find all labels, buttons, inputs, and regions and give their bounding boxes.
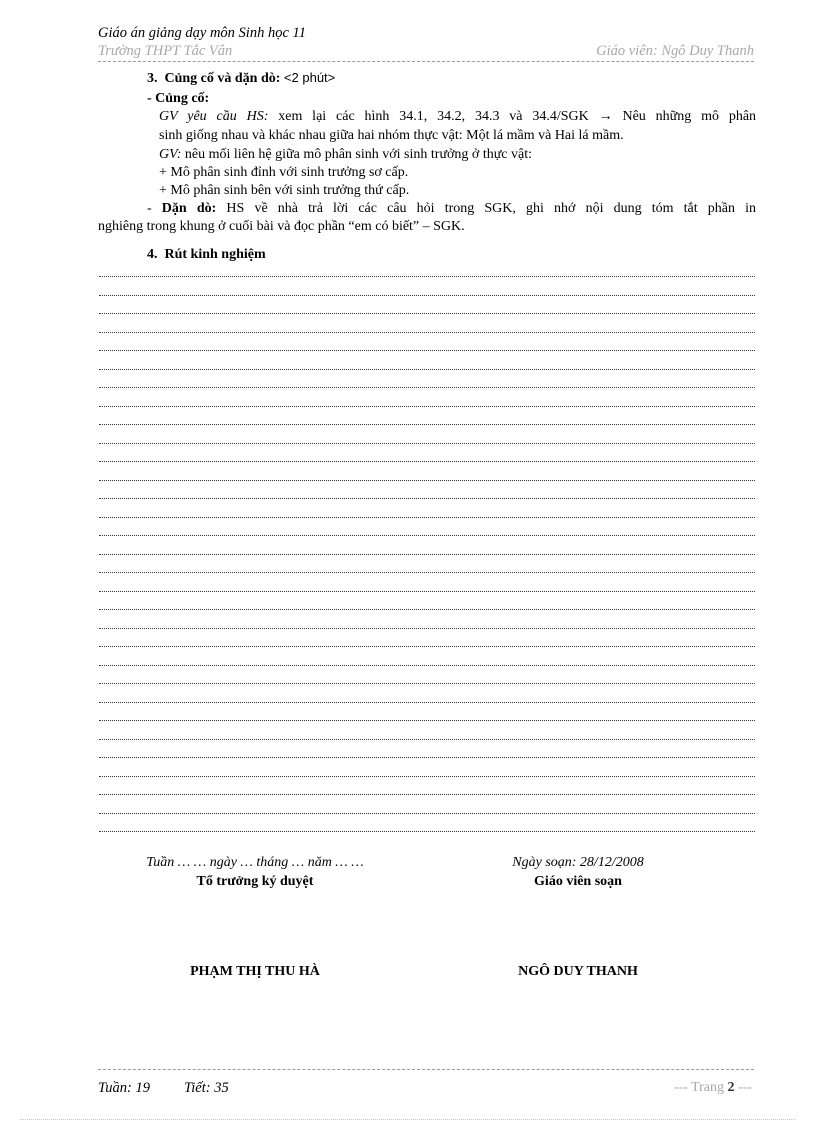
footer-divider: [98, 1069, 754, 1070]
footer-week: Tuần: 19: [98, 1080, 150, 1096]
dotted-writing-line: [99, 369, 755, 370]
arrow-right-icon: →: [598, 109, 613, 124]
teacher-name: Giáo viên: Ngô Duy Thanh: [596, 43, 754, 59]
dotted-writing-line: [99, 831, 755, 832]
dotted-writing-line: [99, 739, 755, 740]
dotted-writing-line: [99, 609, 755, 610]
dotted-writing-line: [99, 498, 755, 499]
right-signature-date: Ngày soạn: 28/12/2008: [512, 855, 644, 870]
left-signature-name: PHẠM THỊ THU HÀ: [190, 964, 320, 979]
dotted-writing-line: [99, 794, 755, 795]
dotted-writing-line: [99, 406, 755, 407]
cung-co-label: - Củng cố:: [147, 91, 210, 106]
dotted-writing-line: [99, 776, 755, 777]
dotted-writing-line: [99, 350, 755, 351]
left-signature-role: Tổ trưởng ký duyệt: [196, 874, 314, 889]
section-4-heading: 4. Rút kinh nghiệm: [147, 247, 266, 262]
dotted-writing-line: [99, 276, 755, 277]
dotted-writing-line: [99, 443, 755, 444]
dotted-writing-line: [99, 424, 755, 425]
dotted-writing-line: [99, 480, 755, 481]
gv-request-line: GV yêu cầu HS: xem lại các hình 34.1, 34.2, 34.3 và 34.4/SGK → Nêu những mô phân: [159, 109, 757, 124]
dotted-writing-line: [99, 554, 755, 555]
header-subline: [98, 43, 754, 62]
dotted-writing-line: [99, 628, 755, 629]
dotted-writing-line: [99, 665, 755, 666]
dan-do-line: - Dặn dò: HS về nhà trả lời các câu hỏi trong SGK, ghi nhớ nội dung tóm tắt phần in: [147, 201, 756, 216]
dotted-writing-line: [99, 572, 755, 573]
dotted-writing-line: [99, 295, 755, 296]
left-signature-date: Tuần … … ngày … tháng … năm … …: [146, 855, 364, 870]
bullet-secondary-growth: + Mô phân sinh bên với sinh trưởng thứ cấp.: [159, 183, 410, 198]
dotted-writing-line: [99, 332, 755, 333]
document-header-title: Giáo án giảng dạy môn Sinh học 11: [98, 25, 306, 41]
dotted-writing-line: [99, 517, 755, 518]
dotted-writing-line: [99, 813, 755, 814]
dotted-writing-line: [99, 646, 755, 647]
dotted-writing-line: [99, 313, 755, 314]
dotted-writing-line: [99, 683, 755, 684]
dan-do-line-2: nghiêng trong khung ở cuối bài và đọc phần “em có biết” – SGK.: [98, 219, 465, 234]
school-name: Trường THPT Tắc Vân: [98, 43, 233, 59]
section-3-heading: 3. Củng cố và dặn dò: <2 phút>: [147, 70, 336, 86]
right-signature-role: Giáo viên soạn: [534, 874, 622, 889]
footer-page-number: --- Trang 2 ---: [673, 1080, 752, 1095]
footer-week-period: [98, 1080, 229, 1097]
dotted-writing-line: [99, 757, 755, 758]
dotted-writing-line: [99, 702, 755, 703]
dotted-writing-line: [99, 461, 755, 462]
dotted-writing-line: [99, 387, 755, 388]
right-signature-name: NGÔ DUY THANH: [518, 964, 638, 979]
gv-note-line: GV: nêu mối liên hệ giữa mô phân sinh với sinh trưởng ở thực vật:: [159, 147, 533, 162]
dotted-writing-line: [99, 591, 755, 592]
dotted-writing-line: [99, 535, 755, 536]
bullet-primary-growth: + Mô phân sinh đỉnh với sinh trưởng sơ cấp.: [159, 165, 409, 180]
gv-request-line-2: sinh giống nhau và khác nhau giữa hai nhóm thực vật: Một lá mầm và Hai lá mầm.: [159, 128, 624, 143]
footer-period: Tiết: 35: [184, 1080, 229, 1096]
dotted-writing-line: [99, 720, 755, 721]
page-edge: [20, 1119, 796, 1120]
